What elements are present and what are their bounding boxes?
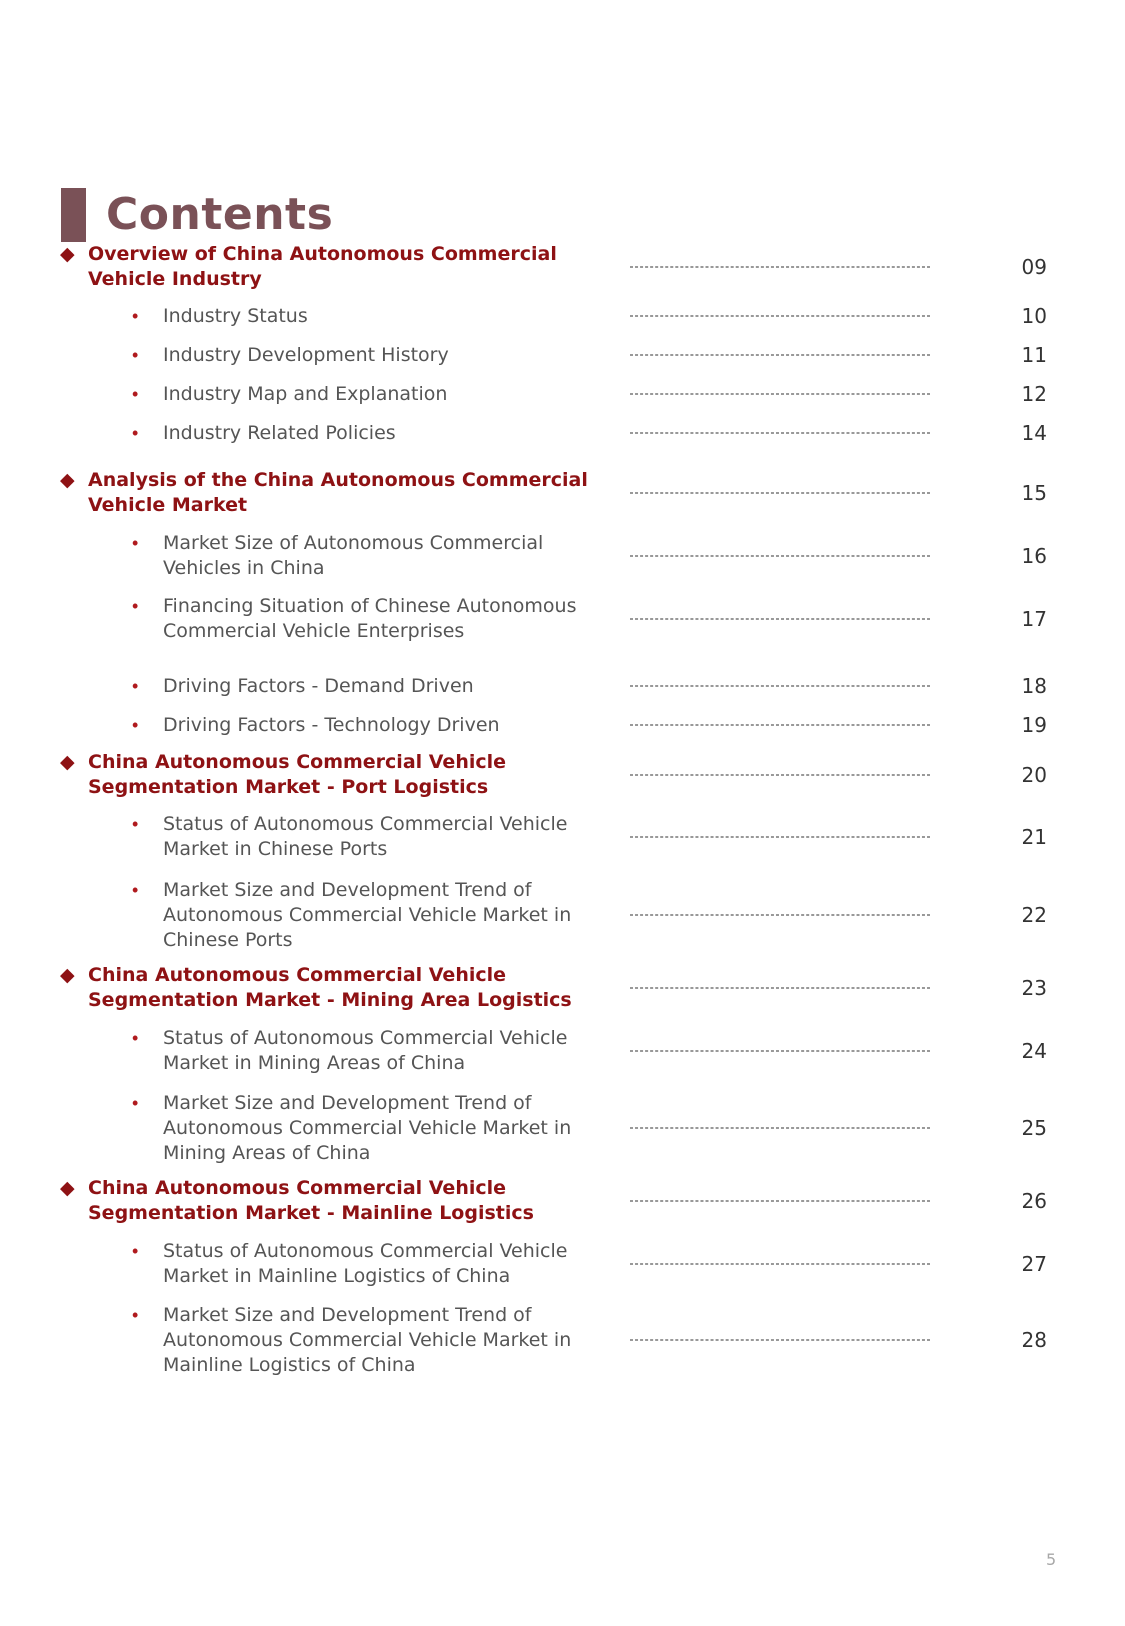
toc-page-number: 27 [1021,1252,1047,1276]
toc-entry-title: Market Size and Development Trend of Autonomous Commercial Vehicle Market in Mining Areas of China [163,1091,572,1164]
toc-entry-title: Status of Autonomous Commercial Vehicle Market in Chinese Ports [163,813,568,860]
toc-section-row [0,242,1125,292]
toc-subsection-row [0,1026,1125,1076]
dot-bullet-icon: • [132,383,139,404]
toc-entry-label-wrap [132,343,592,368]
toc-subsection-row [0,381,1125,407]
toc-page-number: 25 [1021,1116,1047,1140]
toc-entry-label-wrap [132,674,592,699]
toc-page-number: 23 [1021,976,1047,1000]
toc-entry-label-wrap [60,750,600,800]
toc-subsection-row [0,342,1125,368]
diamond-bullet-icon: ◆ [60,244,75,265]
toc-entry-title: Market Size of Autonomous Commercial Vehicles in China [163,532,544,579]
dotted-leader-line [630,355,930,356]
toc-entry-title: Status of Autonomous Commercial Vehicle Market in Mainline Logistics of China [163,1240,568,1287]
dot-bullet-icon: • [132,814,139,834]
toc-page-number: 28 [1021,1328,1047,1352]
dotted-leader-line [630,725,930,726]
toc-page-number: 14 [1021,421,1047,445]
toc-subsection-row [0,812,1125,862]
diamond-bullet-icon: ◆ [60,470,75,491]
dotted-leader-line [630,1051,930,1052]
toc-entry-text [132,1026,592,1076]
toc-entry-title: China Autonomous Commercial Vehicle Segmentation Market - Mainline Logistics [88,1177,534,1224]
toc-entry-label-wrap [132,594,592,644]
toc-entry-text [60,1176,600,1226]
toc-subsection-row [0,1303,1125,1377]
dot-bullet-icon: • [132,305,139,326]
toc-entry-text [132,1091,592,1165]
dotted-leader-line [630,686,930,687]
dotted-leader-line [630,1128,930,1129]
toc-entry-label-wrap [132,812,592,862]
toc-section-row [0,1176,1125,1226]
dotted-leader-line [630,915,930,916]
toc-entry-label-wrap [60,468,600,518]
toc-subsection-row [0,1091,1125,1165]
dot-bullet-icon: • [132,714,139,735]
toc-entry-title: Market Size and Development Trend of Autonomous Commercial Vehicle Market in Mainline Logistics of China [163,1303,572,1376]
toc-entry-title: China Autonomous Commercial Vehicle Segmentation Market - Port Logistics [88,751,507,798]
dot-bullet-icon: • [132,344,139,365]
toc-subsection-row [0,673,1125,699]
toc-subsection-row [0,594,1125,644]
toc-entry-text [132,303,592,329]
dot-bullet-icon: • [132,533,139,553]
toc-entry-label-wrap [132,1091,592,1166]
toc-page-number: 12 [1021,382,1047,406]
toc-page-number: 22 [1021,903,1047,927]
dot-bullet-icon: • [132,422,139,443]
toc-entry-label-wrap [132,531,592,581]
toc-entry-text [60,963,600,1013]
toc-entry-text [132,531,592,581]
dotted-leader-line [630,775,930,776]
toc-entry-text [132,342,592,368]
toc-entry-title: China Autonomous Commercial Vehicle Segmentation Market - Mining Area Logistics [88,964,572,1011]
toc-entry-text [132,812,592,862]
toc-entry-text [132,878,592,952]
toc-page-number: 09 [1021,255,1047,279]
toc-subsection-row [0,1239,1125,1289]
diamond-bullet-icon: ◆ [60,965,75,986]
toc-subsection-row [0,878,1125,952]
toc-entry-label-wrap [132,1026,592,1076]
toc-page-number: 20 [1021,763,1047,787]
toc-page-number: 24 [1021,1039,1047,1063]
footer-page-number: 5 [1046,1550,1057,1569]
toc-entry-title: Driving Factors - Demand Driven [163,674,474,697]
toc-page-number: 16 [1021,544,1047,568]
toc-subsection-row [0,712,1125,738]
toc-subsection-row [0,303,1125,329]
dotted-leader-line [630,394,930,395]
dotted-leader-line [630,556,930,557]
toc-page-number: 18 [1021,674,1047,698]
toc-entry-label-wrap [60,963,600,1013]
toc-entry-title: Analysis of the China Autonomous Commercial Vehicle Market [88,469,588,516]
toc-entry-title: Industry Related Policies [163,421,396,444]
toc-entry-text [132,673,592,699]
toc-entry-text [132,420,592,446]
page-title: Contents [106,189,334,240]
toc-entry-label-wrap [132,421,592,446]
toc-entry-label-wrap [132,878,592,953]
dotted-leader-line [630,267,930,268]
toc-entry-title: Status of Autonomous Commercial Vehicle Market in Mining Areas of China [163,1027,568,1074]
dot-bullet-icon: • [132,879,139,900]
dot-bullet-icon: • [132,1092,139,1113]
toc-entry-title: Driving Factors - Technology Driven [163,713,500,736]
toc-entry-text [60,242,600,292]
toc-entry-text [60,750,600,800]
toc-entry-text [132,712,592,738]
toc-page-number: 15 [1021,481,1047,505]
diamond-bullet-icon: ◆ [60,1178,75,1199]
toc-section-row [0,468,1125,518]
dotted-leader-line [630,1264,930,1265]
toc-entry-text [132,594,592,644]
toc-entry-text [132,1303,592,1377]
toc-page-number: 21 [1021,825,1047,849]
dotted-leader-line [630,837,930,838]
toc-section-row [0,963,1125,1013]
dot-bullet-icon: • [132,596,139,616]
toc-entry-title: Financing Situation of Chinese Autonomous Commercial Vehicle Enterprises [163,595,577,642]
toc-subsection-row [0,531,1125,581]
toc-entry-title: Market Size and Development Trend of Autonomous Commercial Vehicle Market in Chinese Ports [163,878,572,951]
toc-page-number: 26 [1021,1189,1047,1213]
dot-bullet-icon: • [132,1241,139,1261]
toc-entry-text [132,381,592,407]
dotted-leader-line [630,316,930,317]
toc-entry-title: Industry Status [163,304,308,327]
toc-page-number: 19 [1021,713,1047,737]
dot-bullet-icon: • [132,1304,139,1325]
toc-entry-label-wrap [60,1176,600,1226]
dotted-leader-line [630,988,930,989]
toc-entry-title: Industry Map and Explanation [163,382,448,405]
toc-page-number: 17 [1021,607,1047,631]
toc-entry-label-wrap [132,1239,592,1289]
toc-entry-text [132,1239,592,1289]
toc-entry-title: Overview of China Autonomous Commercial Vehicle Industry [88,243,557,290]
dotted-leader-line [630,1340,930,1341]
dot-bullet-icon: • [132,1028,139,1048]
toc-page-number: 10 [1021,304,1047,328]
dotted-leader-line [630,433,930,434]
toc-entry-title: Industry Development History [163,343,449,366]
toc-section-row [0,750,1125,800]
toc-page-number: 11 [1021,343,1047,367]
toc-entry-text [60,468,600,518]
dotted-leader-line [630,619,930,620]
toc-entry-label-wrap [132,1303,592,1378]
toc-entry-label-wrap [132,382,592,407]
dotted-leader-line [630,493,930,494]
dotted-leader-line [630,1201,930,1202]
dot-bullet-icon: • [132,675,139,696]
toc-entry-label-wrap [132,713,592,738]
diamond-bullet-icon: ◆ [60,752,75,773]
toc-subsection-row [0,420,1125,446]
toc-entry-label-wrap [60,242,600,292]
toc-entry-label-wrap [132,304,592,329]
